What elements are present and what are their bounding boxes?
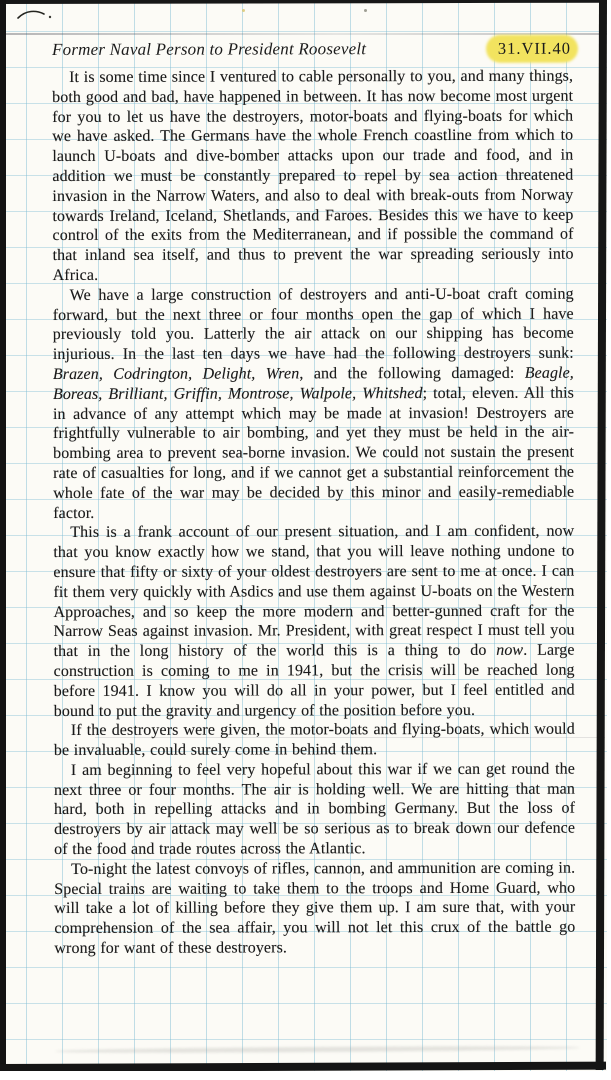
date-highlighted: 31.VII.40 [497,38,572,58]
paragraph: This is a frank account of our present situation, and I am confident, now that you know exactly how we stand, that you will leave nothing undone to ensure that fifty or sixty of your oldest destroyers are sent to me at once. I can fit them very quickly with Asdics and use them against U-boats on the Western Approaches, and so keep the more modern and better-gunned craft for the Narrow Seas against invasion. Mr. President, with great respect I must tell you that in the long history of the world this is a thing to do now. Large construction is coming to me in 1941, but the crisis will be reached long before 1941. I know you will do all in your power, but I feel entitled and bound to put the gravity and urgency of the position before you. [53,522,575,720]
page-edge-shadow [55,1045,580,1054]
pen-squiggle-icon [14,7,60,25]
letter [52,39,575,959]
paragraph: I am beginning to feel very hopeful about this war if we can get round the next three or four months. The air is holding well. We are hitting that man hard, both in repelling attacks and in bombing Germany. But the loss of destroyers by air attack may well be so serious as to break down our defence of the food and trade routes across the Atlantic. [53,760,576,859]
scan-speck [242,9,245,12]
paragraph: If the destroyers were given, the motor-boats and flying-boats, which would be invaluable, could surely come in behind them. [53,720,575,760]
scan-border-right [596,0,607,1070]
sender-line: Former Naval Person to President Roosevelt [52,39,367,59]
letter-body [52,67,575,959]
scan-border-left [0,0,6,1072]
scan-margin-right [607,0,611,1080]
paragraph: We have a large construction of destroyers and anti-U-boat craft coming forward, but the next three or four months open the gap of which I have previously told you. Latterly the air attack on our shipping has become injurious. In the last ten days we have had the following destroyers sunk: Brazen, Codrington, Delight, Wren, and the following damaged: Beagle, Boreas, Brilliant, Griffin, Montrose, Walpole, Whitshed; total, eleven. All this in advance of any attempt which may be made at invasion! Destroyers are frightfully vulnerable to air bombing, and yet they must be held in the air-bombing area to prevent sea-borne invasion. We could not sustain the present rate of casualties for long, and if we cannot get a substantial reinforcement the whole fate of the war may be decided by this minor and easily-remediable factor. [52,285,575,522]
paragraph: To-night the latest convoys of rifles, cannon, and ammunition are coming in. Special trains are waiting to take them to the troops and Home Guard, who will take a lot of killing before they give them up. I am sure that, with your comprehension of the sea affair, you will not let this crux of the battle go wrong for want of these destroyers. [54,859,576,958]
scan-margin-bottom [0,1071,611,1080]
scan-speck [364,9,367,12]
letter-heading [52,39,573,66]
paragraph: It is some time since I ventured to cable personally to you, and many things, both good and bad, have happened in between. It has now become most urgent for you to let us have the destroyers, motor-boats and flying-boats for which we have asked. The Germans have the whole French coastline from which to launch U-boats and dive-bomber attacks upon our trade and food, and in addition we must be constantly prepared to repel by sea action threatened invasion in the Narrow Waters, and also to deal with break-outs from Norway towards Ireland, Iceland, Shetlands, and Faroes. Besides this we have to keep control of the exits from the Mediterranean, and if possible the command of that inland sea itself, and thus to prevent the war spreading seriously into Africa. [52,67,574,284]
scan-border-top [0,0,611,4]
